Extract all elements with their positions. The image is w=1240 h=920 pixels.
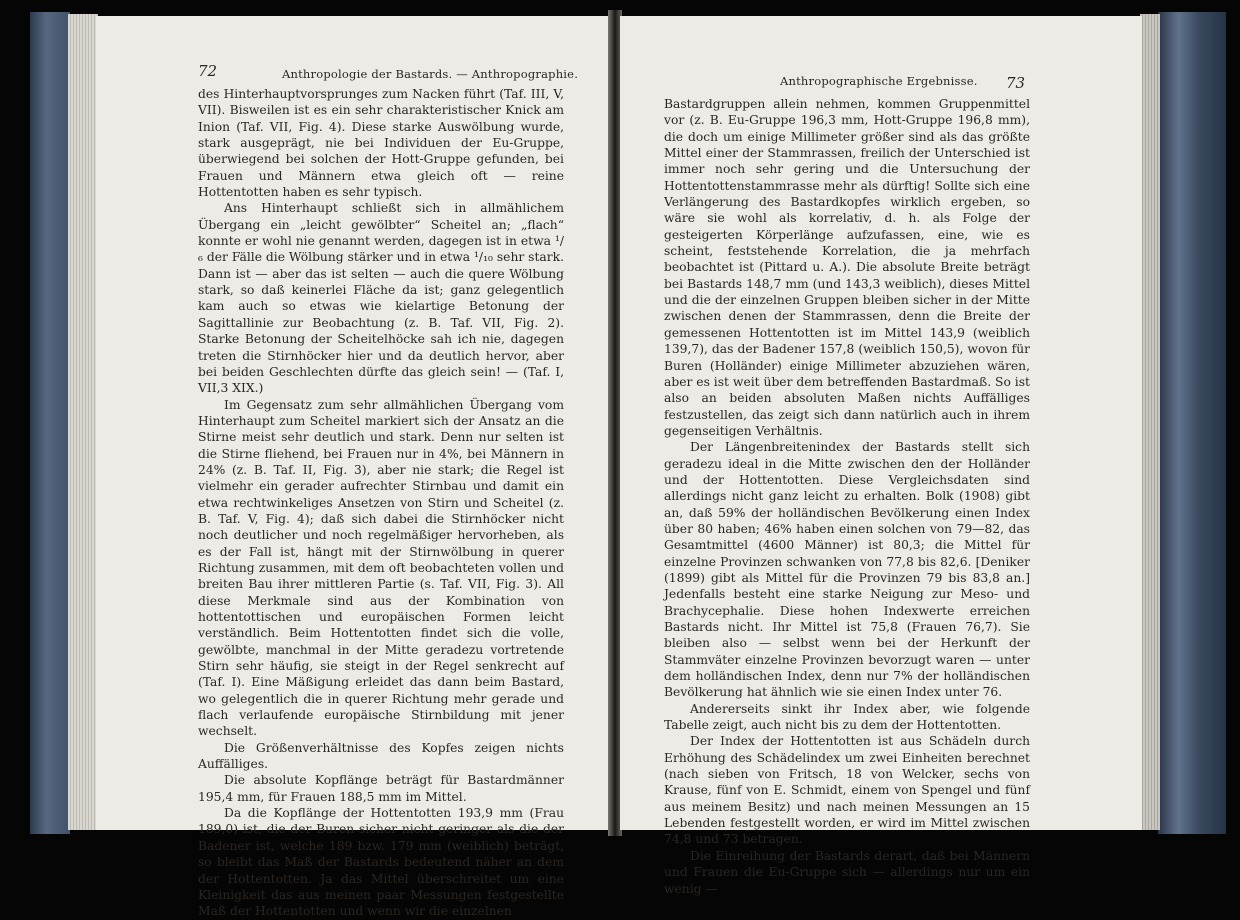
right-text-column [664,96,1030,897]
paragraph: Die Einreihung der Bastards derart, daß bei Männern und Frauen die Eu-Gruppe sich — allerdings nur um ein wenig — [664,848,1030,896]
paragraph: Ans Hinterhaupt schließt sich in allmählichem Übergang ein „leicht gewölbter“ Scheitel an; „flach“ konnte er wohl nie genannt werden, dagegen ist in etwa ¹/₆ der Fälle die Wölbung stärker und in etwa ¹/₁₀ sehr stark. Dann ist — aber das ist selten — auch die quere Wölbung stark, so daß keinerlei Fläche da ist; ganz gelegentlich kam auch so etwas wie kielartige Betonung der Sagittallinie zur Beobachtung (z. B. Taf. VII, Fig. 2). Starke Betonung der Scheitelhöcke sah ich nie, dagegen treten die Stirnhöcker hier und da deutlich hervor, aber bei beiden Geschlechten dürfte das gleich sein! — (Taf. I, VII,3 XIX.) [198,201,564,396]
left-text-column [198,86,564,920]
paragraph: Der Index der Hottentotten ist aus Schädeln durch Erhöhung des Schädelindex um zwei Einheiten berechnet (nach sieben von Fritsch, 18 von Welcker, sechs von Krause, fünf von E. Schmidt, einem von Spengel und fünf aus meinem Besitz) und nach meinen Messungen an 15 Lebenden festgestellt worden, er wird im Mittel zwischen 74,8 und 73 betragen. [664,734,1030,847]
paragraph: Der Längenbreitenindex der Bastards stellt sich geradezu ideal in die Mitte zwischen den der Holländer und der Hottentotten. Diese Vergleichsdaten sind allerdings nicht ganz leicht zu erhalten. Bolk (1908) gibt an, daß 59% der holländischen Bevölkerung einen Index über 80 haben; 46% haben einen solchen von 79—82, das Gesamtmittel (4600 Männer) ist 80,3; die Mittel für einzelne Provinzen schwanken von 77,8 bis 82,6. [Deniker (1899) gibt als Mittel für die Provinzen 79 bis 83,8 an.] Jedenfalls besteht eine starke Neigung zur Meso- und Brachycephalie. Diese hohen Indexwerte erreichen Bastards nicht. Ihr Mittel ist 75,8 (Frauen 76,7). Sie bleiben also — selbst wenn bei der Herkunft der Stammväter einzelne Provinzen bevorzugt waren — unter dem holländischen Index, denn nur 7% der holländischen Bevölkerung hat ähnlich wie sie einen Index unter 76. [664,440,1030,700]
paragraph: Die Größenverhältnisse des Kopfes zeigen nichts Auffälliges. [198,740,564,772]
paragraph: Die absolute Kopflänge beträgt für Bastardmänner 195,4 mm, für Frauen 188,5 mm im Mittel. [198,773,564,804]
paragraph: Andererseits sinkt ihr Index aber, wie folgende Tabelle zeigt, auch nicht bis zu dem der Hottentotten. [664,701,1030,733]
right-book-binding [1158,12,1226,834]
right-running-head: Anthropographische Ergebnisse. [780,74,978,88]
left-page-edges [68,14,98,830]
paragraph: Bastardgruppen allein nehmen, kommen Gruppenmittel vor (z. B. Eu-Gruppe 196,3 mm, Hott-Gruppe 196,8 mm), die doch um einige Millimeter größer sind als das größte Mittel einer der Stammrassen, freilich der Unterschied ist immer noch sehr gering und die Untersuchung der Hottentottenstammrasse mehr als dürftig! Sollte sich eine Verlängerung des Bastardkopfes wirklich ergeben, so wäre sie wohl als korrelativ, d. h. als Folge der gesteigerten Körperlänge aufzufassen, eine, wie es scheint, feststehende Korrelation, die ja mehrfach beobachtet ist (Pittard u. A.). Die absolute Breite beträgt bei Bastards 148,7 mm (und 143,3 weiblich), dieses Mittel und die der einzelnen Gruppen bleiben sicher in der Mitte zwischen denen der Stammrassen, denn die Breite der gemessenen Hottentotten ist im Mittel 143,9 (weiblich 139,7), das der Badener 157,8 (weiblich 150,5), wovon für Buren (Holländer) einige Millimeter abzuziehen wären, aber es ist weit über dem betreffenden Bastardmaß. So ist also an beiden absoluten Maßen nichts Auffälliges festzustellen, das zeigt sich dann natürlich auch in ihrem gegenseitigen Verhältnis. [664,97,1030,438]
right-page [620,16,1142,896]
right-page-edges [1140,14,1160,830]
paragraph: Im Gegensatz zum sehr allmählichen Übergang vom Hinterhaupt zum Scheitel markiert sich der Ansatz an die Stirne meist sehr deutlich und stark. Denn nur selten ist die Stirne fliehend, bei Frauen nur in 4%, bei Männern in 24% (z. B. Taf. II, Fig. 3), aber nie stark; die Regel ist vielmehr ein gerader aufrechter Stirnbau und damit ein etwa rechtwinkeliges Ansetzen von Stirn und Scheitel (z. B. Taf. V, Fig. 4); daß sich dabei die Stirnhöcker nicht noch deutlicher und noch regelmäßiger hervorheben, als es der Fall ist, hängt mit der Stirnwölbung in querer Richtung zusammen, mit dem oft beobachteten vollen und breiten Bau ihrer mittleren Partie (s. Taf. VII, Fig. 3). All diese Merkmale sind aus der Kombination von hottentottischen und europäischen Formen leicht verständlich. Beim Hottentotten findet sich die volle, gewölbte, manchmal in der Mitte geradezu vortretende Stirn sehr häufig, sie steigt in der Regel senkrecht auf (Taf. I). Eine Mäßigung erleidet das dann beim Bastard, wo gelegentlich die in querer Richtung mehr gerade und flach verlaufende europäische Stirnbildung mit jener wechselt. [198,397,564,739]
left-page-number: 72 [198,62,218,80]
left-page [96,16,610,919]
left-running-head: Anthropologie der Bastards. — Anthropographie. [282,67,579,81]
left-book-binding [30,12,70,834]
right-page-number: 73 [1006,74,1026,92]
paragraph: des Hinterhauptvorsprunges zum Nacken führt (Taf. III, V, VII). Bisweilen ist es ein sehr charakteristischer Knick am Inion (Taf. VII, Fig. 4). Diese starke Auswölbung wurde, stark ausgeprägt, nie bei Individuen der Eu-Gruppe, überwiegend bei solchen der Hott-Gruppe gefunden, bei Frauen und Männern etwa gleich oft — reine Hottentotten haben es sehr typisch. [198,87,564,200]
paragraph: Da die Kopflänge der Hottentotten 193,9 mm (Frau 189,0) ist, die der Buren sicher nicht geringer als die der Badener ist, welche 189 bzw. 179 mm (weiblich) beträgt, so bleibt das Maß der Bastards bedeutend näher an dem der Hottentotten. Ja das Mittel überschreitet um eine Kleinigkeit das aus meinen paar Messungen festgestellte Maß der Hottentotten und wenn wir die einzelnen [198,806,564,919]
